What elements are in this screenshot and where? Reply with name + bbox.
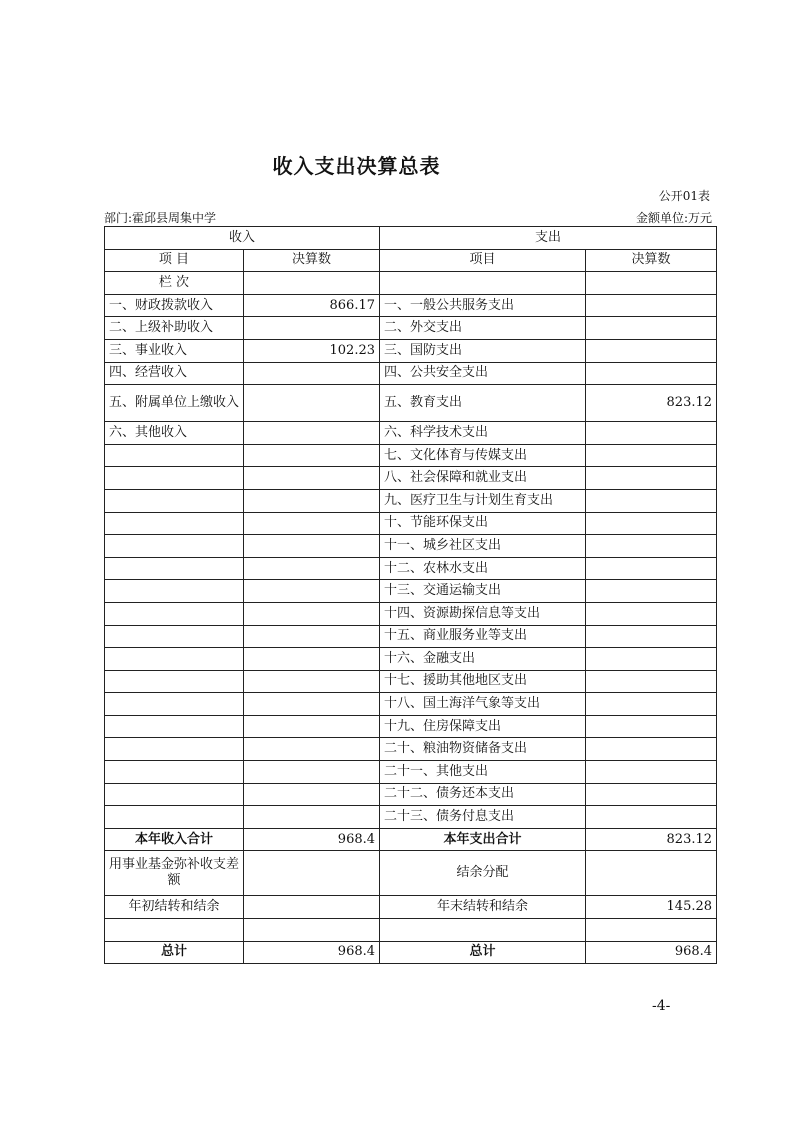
income-amount-cell: [244, 512, 380, 535]
expense-item-cell: 八、社会保障和就业支出: [380, 467, 586, 490]
expense-item-cell: 二十、粮油物资储备支出: [380, 738, 586, 761]
expense-amount-cell: [586, 557, 717, 580]
expense-item-cell: 十二、农林水支出: [380, 557, 586, 580]
expense-amount-cell: [586, 693, 717, 716]
expense-header: 支出: [380, 227, 717, 250]
income-item-cell: [105, 761, 244, 784]
expense-amount-cell: [586, 580, 717, 603]
expense-item-cell: 二十二、债务还本支出: [380, 783, 586, 806]
expense-amount-cell: [586, 602, 717, 625]
table-row: [105, 467, 717, 490]
income-item-cell: [105, 512, 244, 535]
table-row: [105, 670, 717, 693]
income-amount-cell: [244, 693, 380, 716]
table-row: [105, 806, 717, 829]
table-row: [105, 715, 717, 738]
table-row: [105, 362, 717, 385]
expense-item-cell: 五、教育支出: [380, 385, 586, 422]
expense-item-cell: 十五、商业服务业等支出: [380, 625, 586, 648]
income-item-cell: [105, 625, 244, 648]
income-amount-cell: [244, 806, 380, 829]
income-item-cell: [105, 670, 244, 693]
income-item-cell: [105, 783, 244, 806]
meta-row: [104, 209, 712, 226]
income-amount-cell: [244, 317, 380, 340]
expense-item-cell: 十七、援助其他地区支出: [380, 670, 586, 693]
expense-amount-cell: [586, 648, 717, 671]
income-amount-cell: 866.17: [244, 294, 380, 317]
expense-amount-cell: [586, 512, 717, 535]
expense-amount-cell: [586, 625, 717, 648]
expense-item-cell: 十一、城乡社区支出: [380, 535, 586, 558]
income-item-cell: 三、事业收入: [105, 339, 244, 362]
income-amount-cell: [244, 385, 380, 422]
income-amount-cell: [244, 625, 380, 648]
blank-row: [105, 919, 717, 942]
expense-amount-cell: [586, 362, 717, 385]
table-row: [105, 693, 717, 716]
surplus-label: 结余分配: [380, 851, 586, 896]
expense-item-cell: 一、一般公共服务支出: [380, 294, 586, 317]
page-number: -4-: [652, 998, 671, 1014]
table-row: [105, 489, 717, 512]
page-title: [0, 150, 793, 179]
income-amount-cell: [244, 535, 380, 558]
expense-item-cell: 四、公共安全支出: [380, 362, 586, 385]
income-item-cell: 六、其他收入: [105, 422, 244, 445]
income-item-cell: [105, 602, 244, 625]
table-row: [105, 317, 717, 340]
income-amount-header: 决算数: [244, 249, 380, 272]
expense-item-cell: 十三、交通运输支出: [380, 580, 586, 603]
expense-amount-header: 决算数: [586, 249, 717, 272]
expense-item-cell: 二十三、债务付息支出: [380, 806, 586, 829]
department-label: 部门:霍邱县周集中学: [104, 211, 217, 225]
end-label: 年末结转和结余: [380, 896, 586, 919]
table-row: [105, 625, 717, 648]
expense-item-cell: 六、科学技术支出: [380, 422, 586, 445]
expense-amount-cell: [586, 422, 717, 445]
table-row: [105, 761, 717, 784]
column-index-row: [105, 272, 717, 295]
income-amount-cell: [244, 738, 380, 761]
grand-income-value: 968.4: [244, 941, 380, 964]
income-item-cell: [105, 489, 244, 512]
section-header-row: [105, 227, 717, 250]
expense-amount-cell: [586, 783, 717, 806]
income-item-cell: 五、附属单位上缴收入: [105, 385, 244, 422]
table-row: [105, 602, 717, 625]
expense-amount-cell: [586, 738, 717, 761]
expense-item-header: 项目: [380, 249, 586, 272]
expense-total-label: 本年支出合计: [380, 828, 586, 851]
expense-amount-cell: 823.12: [586, 385, 717, 422]
end-value: 145.28: [586, 896, 717, 919]
expense-amount-cell: [586, 806, 717, 829]
income-item-cell: [105, 444, 244, 467]
table-row: [105, 535, 717, 558]
expense-item-cell: 十四、资源勘探信息等支出: [380, 602, 586, 625]
income-item-cell: [105, 557, 244, 580]
begin-label: 年初结转和结余: [105, 896, 244, 919]
expense-item-cell: 十八、国土海洋气象等支出: [380, 693, 586, 716]
expense-amount-cell: [586, 489, 717, 512]
grand-expense-value: 968.4: [586, 941, 717, 964]
income-total-value: 968.4: [244, 828, 380, 851]
income-item-cell: 二、上级补助收入: [105, 317, 244, 340]
table-row: [105, 385, 717, 422]
income-amount-cell: [244, 670, 380, 693]
income-amount-cell: [244, 557, 380, 580]
income-amount-cell: [244, 783, 380, 806]
income-amount-cell: 102.23: [244, 339, 380, 362]
income-amount-cell: [244, 489, 380, 512]
table-row: [105, 557, 717, 580]
grand-total-label-left: 总计: [105, 941, 244, 964]
income-total-label: 本年收入合计: [105, 828, 244, 851]
column-index-label: 栏 次: [105, 272, 244, 295]
income-amount-cell: [244, 648, 380, 671]
form-code: 公开01表: [658, 189, 710, 203]
income-amount-cell: [244, 467, 380, 490]
income-amount-cell: [244, 761, 380, 784]
unit-label: 金额单位:万元: [635, 211, 712, 225]
income-item-cell: [105, 715, 244, 738]
income-item-cell: [105, 738, 244, 761]
income-amount-cell: [244, 362, 380, 385]
table-row: [105, 580, 717, 603]
annual-total-row: [105, 828, 717, 851]
income-item-header: 项 目: [105, 249, 244, 272]
expense-amount-cell: [586, 294, 717, 317]
income-item-cell: 一、财政拨款收入: [105, 294, 244, 317]
income-header: 收入: [105, 227, 380, 250]
income-item-cell: [105, 806, 244, 829]
grand-total-row: [105, 941, 717, 964]
expense-item-cell: 二十一、其他支出: [380, 761, 586, 784]
expense-amount-cell: [586, 339, 717, 362]
expense-item-cell: 十六、金融支出: [380, 648, 586, 671]
income-expense-table: [104, 226, 717, 964]
table-body: [105, 227, 717, 829]
table-row: [105, 294, 717, 317]
expense-item-cell: 九、医疗卫生与计划生育支出: [380, 489, 586, 512]
expense-item-cell: 三、国防支出: [380, 339, 586, 362]
table-row: [105, 783, 717, 806]
expense-amount-cell: [586, 535, 717, 558]
column-header-row: [105, 249, 717, 272]
income-item-cell: [105, 648, 244, 671]
income-item-cell: [105, 467, 244, 490]
income-amount-cell: [244, 715, 380, 738]
expense-amount-cell: [586, 670, 717, 693]
expense-amount-cell: [586, 467, 717, 490]
carryover-row: [105, 896, 717, 919]
expense-amount-cell: [586, 317, 717, 340]
fund-row: [105, 851, 717, 896]
income-item-cell: [105, 580, 244, 603]
fund-label: 用事业基金弥补收支差额: [105, 851, 244, 896]
income-item-cell: [105, 535, 244, 558]
expense-amount-cell: [586, 761, 717, 784]
income-amount-cell: [244, 580, 380, 603]
income-amount-cell: [244, 602, 380, 625]
income-amount-cell: [244, 422, 380, 445]
expense-item-cell: 七、文化体育与传媒支出: [380, 444, 586, 467]
table-row: [105, 512, 717, 535]
table-row: [105, 738, 717, 761]
title-text: 收入支出决算总表: [272, 154, 441, 178]
income-amount-cell: [244, 444, 380, 467]
table-row: [105, 648, 717, 671]
grand-total-label-right: 总计: [380, 941, 586, 964]
expense-amount-cell: [586, 715, 717, 738]
table-row: [105, 422, 717, 445]
table-row: [105, 444, 717, 467]
expense-total-value: 823.12: [586, 828, 717, 851]
totals-body: [105, 828, 717, 963]
income-item-cell: 四、经营收入: [105, 362, 244, 385]
expense-item-cell: 十九、住房保障支出: [380, 715, 586, 738]
expense-item-cell: 十、节能环保支出: [380, 512, 586, 535]
expense-item-cell: 二、外交支出: [380, 317, 586, 340]
table-row: [105, 339, 717, 362]
expense-amount-cell: [586, 444, 717, 467]
income-item-cell: [105, 693, 244, 716]
